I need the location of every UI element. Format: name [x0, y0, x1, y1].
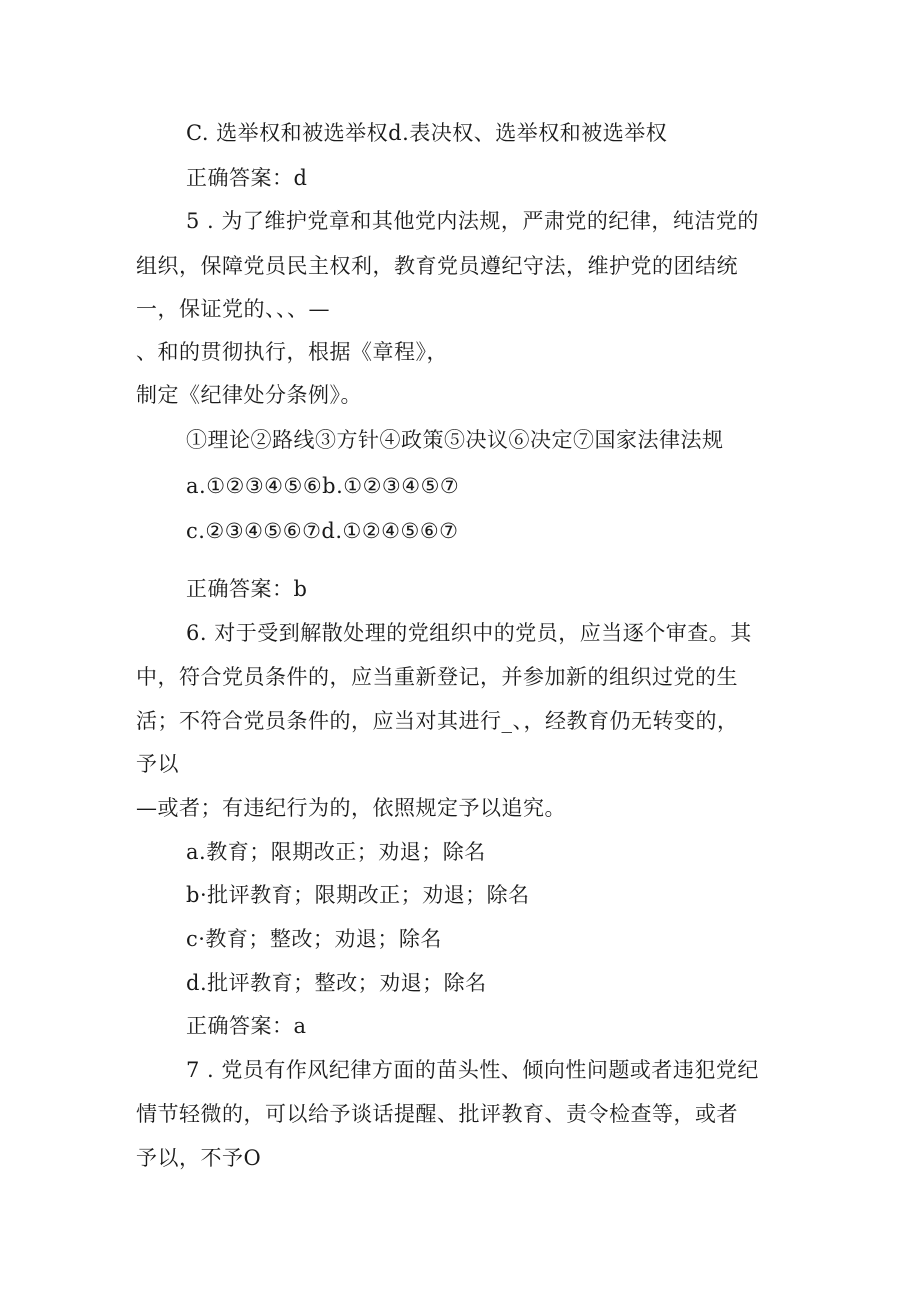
- q5-options-ab: a.①②③④⑤⑥b.①②③④⑤⑦: [186, 474, 460, 498]
- q7-line2: 情节轻微的，可以给予谈话提醒、批评教育、责令检查等，或者: [136, 1102, 738, 1126]
- q6-option-d: d.批评教育；整改；劝退；除名: [186, 971, 487, 995]
- q6-line5: —或者；有违纪行为的，依照规定予以追究。: [136, 796, 566, 820]
- q4-options-cd: C. 选举权和被选举权d.表决权、选举权和被选举权: [186, 121, 668, 145]
- q6-option-a: a.教育；限期改正；劝退；除名: [186, 840, 486, 864]
- q6-answer: 正确答案：a: [186, 1014, 307, 1038]
- q5-line3: 一，保证党的、、、—: [136, 297, 330, 321]
- q6-option-b: b·批评教育；限期改正；劝退；除名: [186, 883, 530, 907]
- q5-answer: 正确答案：b: [186, 577, 308, 601]
- q6-line1: 6. 对于受到解散处理的党组织中的党员，应当逐个审查。其: [186, 621, 752, 645]
- q6-line2: 中，符合党员条件的，应当重新登记，并参加新的组织过党的生: [136, 665, 738, 689]
- q5-line4: 、和的贯彻执行，根据《章程》，: [136, 340, 448, 364]
- q5-line1: 5 . 为了维护党章和其他党内法规，严肃党的纪律，纯洁党的: [186, 209, 759, 233]
- q4-answer: 正确答案：d: [186, 166, 308, 190]
- q5-line2: 组织，保障党员民主权利，教育党员遵纪守法，维护党的团结统: [136, 254, 738, 278]
- q7-line3: 予以，不予O: [136, 1146, 262, 1170]
- q7-line1: 7 . 党员有作风纪律方面的苗头性、倾向性问题或者违犯党纪: [186, 1058, 759, 1082]
- q5-line5: 制定《纪律处分条例》。: [136, 383, 362, 407]
- q6-option-c: c·教育；整改；劝退；除名: [186, 927, 442, 951]
- q5-options-cd: c.②③④⑤⑥⑦d.①②④⑤⑥⑦: [186, 519, 459, 543]
- q6-line3: 活；不符合党员条件的，应当对其进行_、，经教育仍无转变的，: [136, 709, 739, 733]
- q6-line4: 予以: [136, 752, 179, 776]
- q5-items: ①理论②路线③方针④政策⑤决议⑥决定⑦国家法律法规: [186, 428, 724, 452]
